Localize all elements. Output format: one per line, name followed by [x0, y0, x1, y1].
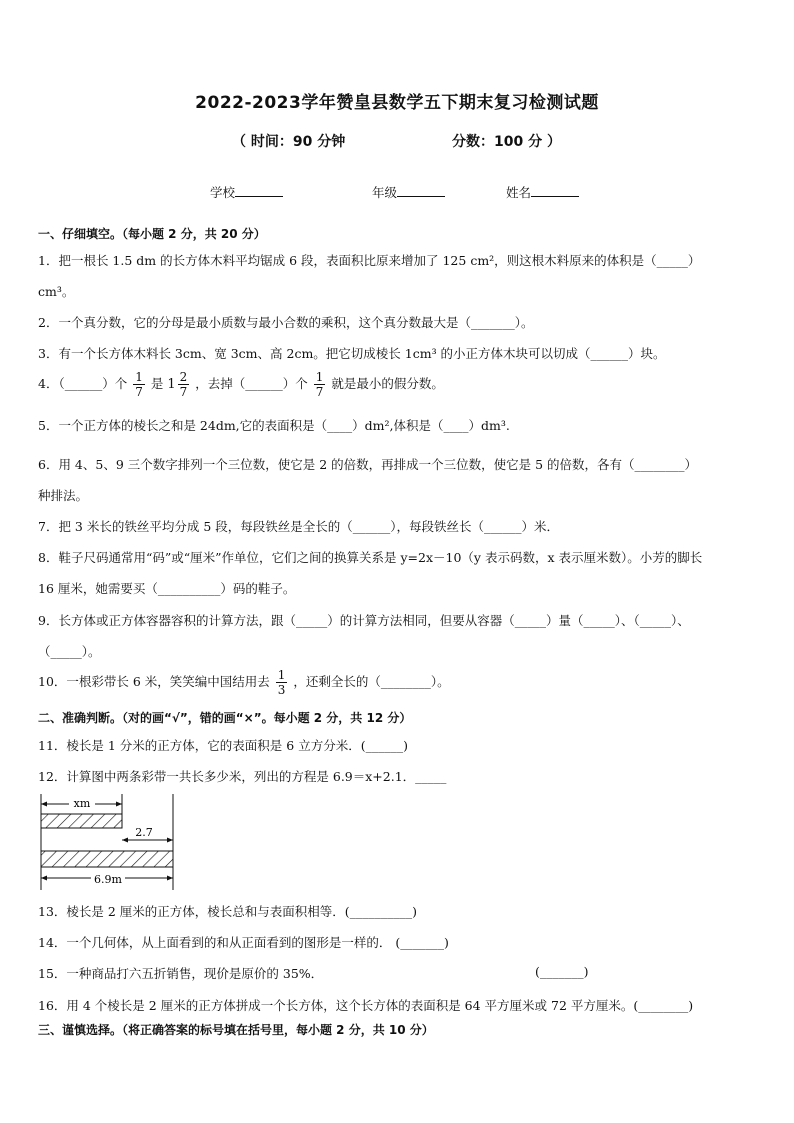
section-3-heading: 三、谨慎选择。（将正确答案的标号填在括号里，每小题 2 分，共 10 分）	[38, 1023, 434, 1037]
question-6: 6．用 4、5、9 三个数字排列一个三位数，使它是 2 的倍数，再排成一个三位数，使它是 5 的倍数，各有（________）	[38, 457, 698, 472]
ribbon-diagram	[36, 792, 186, 892]
question-9: 9．长方体或正方体容器容积的计算方法，跟（_____）的计算方法相同，但要从容器（_____）量（_____）、（_____）、	[38, 613, 690, 628]
xm-label: xm	[73, 797, 91, 810]
short-ribbon	[41, 814, 122, 828]
question-2: 2．一个真分数，它的分母是最小质数与最小合数的乘积，这个真分数最大是（_______）。	[38, 315, 534, 330]
grade-label: 年级	[372, 185, 398, 200]
grade-field[interactable]	[372, 183, 445, 201]
school-label: 学校	[210, 185, 236, 200]
question-14: 14．一个几何体，从上面看到的和从正面看到的图形是一样的． (_______)	[38, 935, 449, 950]
question-8: 8．鞋子尺码通常用“码”或“厘米”作单位，它们之间的换算关系是 y=2x－10（y 表示码数，x 表示厘米数）。小芳的脚长	[38, 550, 703, 565]
exam-title: 2022-2023学年赞皇县数学五下期末复习检测试题	[195, 93, 599, 113]
score-info: 分数：100 分 ）	[452, 134, 561, 150]
question-11: 11．棱长是 1 分米的正方体，它的表面积是 6 立方分米．(______)	[38, 738, 408, 753]
question-15: 15．一种商品打六五折销售，现价是原价的 35%．	[38, 966, 324, 981]
fraction-1-7: $\frac{1}{7}$	[135, 370, 143, 399]
question-13: 13．棱长是 2 厘米的正方体，棱长总和与表面积相等．(__________)	[38, 904, 418, 919]
question-5: 5．一个正方体的棱长之和是 24dm,它的表面积是（____）dm²,体积是（____）dm³.	[38, 418, 510, 433]
fraction-1-7b: $\frac{1}{7}$	[315, 370, 324, 399]
question-9-cont: （_____）。	[38, 644, 101, 659]
section-1-heading: 一、仔细填空。（每小题 2 分，共 20 分）	[38, 227, 266, 241]
school-field[interactable]	[210, 183, 283, 201]
question-1-cont: cm³。	[38, 284, 75, 299]
school-blank[interactable]	[235, 183, 283, 197]
time-info: （ 时间：90 分钟	[232, 134, 346, 150]
question-4: 4．（______）个 $\frac{1}{7}$ 是 1 $\frac{2}{7}$ ，去掉（______）个 $\frac{1}{7}$ 就是最小的假分数。	[38, 370, 444, 399]
long-ribbon	[41, 851, 173, 867]
question-3: 3．有一个长方体木料长 3cm、宽 3cm、高 2cm。把它切成棱长 1cm³ 的小正方体木块可以切成（______）块。	[38, 346, 666, 361]
section-2-heading: 二、准确判断。（对的画“√”，错的画“×”。每小题 2 分，共 12 分）	[38, 711, 412, 725]
total-label: 6.9m	[94, 873, 122, 886]
fraction-2-7: $\frac{2}{7}$	[179, 370, 188, 399]
question-8-cont: 16 厘米，她需要买（__________）码的鞋子。	[38, 581, 296, 596]
question-1: 1．把一根长 1.5 dm 的长方体木料平均锯成 6 段，表面积比原来增加了 125 cm²，则这根木料原来的体积是（_____）	[38, 253, 701, 268]
question-7: 7．把 3 米长的铁丝平均分成 5 段，每段铁丝是全长的（______），每段铁丝长（______）米．	[38, 519, 560, 534]
name-label: 姓名	[506, 185, 532, 200]
grade-blank[interactable]	[397, 183, 445, 197]
diff-label: 2.7	[135, 826, 153, 839]
question-15-answer-blank[interactable]: (_______)	[535, 964, 589, 979]
question-6-cont: 种排法。	[38, 488, 89, 503]
fraction-1-3: $\frac{1}{3}$	[277, 668, 286, 697]
question-16: 16．用 4 个棱长是 2 厘米的正方体拼成一个长方体，这个长方体的表面积是 64 平方厘米或 72 平方厘米。(________)	[38, 998, 694, 1013]
name-blank[interactable]	[531, 183, 579, 197]
question-12: 12．计算图中两条彩带一共长多少米，列出的方程是 6.9＝x+2.1．_____	[38, 769, 447, 784]
question-10: 10．一根彩带长 6 米，笑笑编中国结用去 $\frac{1}{3}$ ，还剩全长的（________）。	[38, 668, 450, 697]
name-field[interactable]	[506, 183, 579, 201]
